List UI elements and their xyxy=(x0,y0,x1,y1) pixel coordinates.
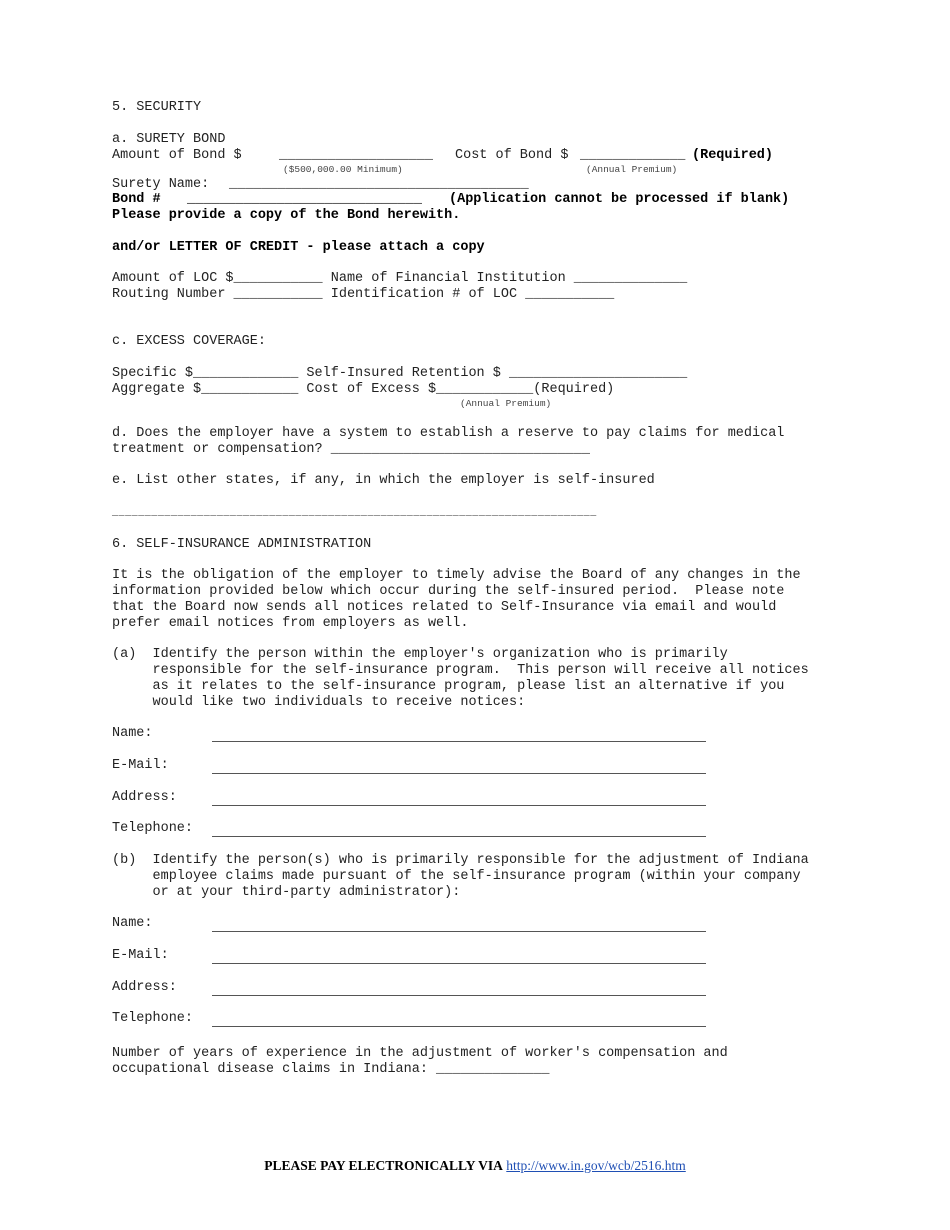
footer xyxy=(0,1158,950,1174)
b-telephone-field[interactable] xyxy=(212,1012,706,1027)
footer-pay-text: PLEASE PAY ELECTRONICALLY VIA xyxy=(264,1158,503,1173)
a-telephone-label: Telephone: xyxy=(112,821,194,836)
bond-number-field[interactable]: _____________________________ xyxy=(187,192,422,207)
item-a-line-2: responsible for the self-insurance program. This person will receive all notices xyxy=(112,663,809,678)
bond-blank-warning: (Application cannot be processed if blank) xyxy=(449,192,790,207)
intro-line-2: information provided below which occur during the self-insured period. Please note xyxy=(112,584,785,599)
a-address-field[interactable] xyxy=(212,791,706,806)
a-name-field[interactable] xyxy=(212,727,706,742)
b-email-field[interactable] xyxy=(212,949,706,964)
b-name-label: Name: xyxy=(112,916,153,931)
annual-premium-note: (Annual Premium) xyxy=(586,164,678,175)
item-a-line-1: (a) Identify the person within the employer's organization who is primarily xyxy=(112,647,728,662)
section-5-heading: 5. SECURITY xyxy=(112,100,202,115)
excess-coverage-heading: c. EXCESS COVERAGE: xyxy=(112,334,266,349)
a-name-label: Name: xyxy=(112,726,153,741)
amount-of-bond-label: Amount of Bond $ xyxy=(112,148,242,163)
question-d-line-1: d. Does the employer have a system to establish a reserve to pay claims for medical xyxy=(112,426,785,441)
excess-annual-premium-note: (Annual Premium) xyxy=(460,398,552,409)
item-b-line-1: (b) Identify the person(s) who is primarily responsible for the adjustment of Indiana xyxy=(112,853,809,868)
footer-payment-link[interactable]: http://www.in.gov/wcb/2516.htm xyxy=(506,1158,686,1173)
cost-of-bond-field[interactable]: _____________ xyxy=(580,148,686,163)
item-b-line-2: employee claims made pursuant of the self-insurance program (within your company xyxy=(112,869,801,884)
bond-copy-instruction: Please provide a copy of the Bond herewith. xyxy=(112,208,461,223)
bond-number-label: Bond # xyxy=(112,192,161,207)
surety-bond-heading: a. SURETY BOND xyxy=(112,132,226,147)
b-address-field[interactable] xyxy=(212,981,706,996)
minimum-note: ($500,000.00 Minimum) xyxy=(283,164,403,175)
loc-line-2: Routing Number ___________ Identification # of LOC ___________ xyxy=(112,287,615,302)
intro-line-1: It is the obligation of the employer to timely advise the Board of any changes in the xyxy=(112,568,801,583)
a-email-label: E-Mail: xyxy=(112,758,169,773)
question-e-field[interactable]: __________________________________________________________________________ xyxy=(112,508,597,519)
years-experience-line-1: Number of years of experience in the adjustment of worker's compensation and xyxy=(112,1046,728,1061)
section-6-heading: 6. SELF-INSURANCE ADMINISTRATION xyxy=(112,537,372,552)
cost-of-bond-label: Cost of Bond $ xyxy=(455,148,569,163)
b-email-label: E-Mail: xyxy=(112,948,169,963)
amount-of-bond-field[interactable]: ___________________ xyxy=(279,148,433,163)
item-a-line-4: would like two individuals to receive notices: xyxy=(112,695,526,710)
excess-line-2: Aggregate $____________ Cost of Excess $____________(Required) xyxy=(112,382,615,397)
b-address-label: Address: xyxy=(112,980,177,995)
a-address-label: Address: xyxy=(112,790,177,805)
cost-required-note: (Required) xyxy=(692,148,774,163)
a-email-field[interactable] xyxy=(212,759,706,774)
years-experience-line-2: occupational disease claims in Indiana: ______________ xyxy=(112,1062,550,1077)
question-e: e. List other states, if any, in which the employer is self-insured xyxy=(112,473,655,488)
question-d-line-2: treatment or compensation? ________________________________ xyxy=(112,442,590,457)
intro-line-4: prefer email notices from employers as well. xyxy=(112,616,469,631)
loc-line-1: Amount of LOC $___________ Name of Financial Institution ______________ xyxy=(112,271,688,286)
a-telephone-field[interactable] xyxy=(212,822,706,837)
item-a-line-3: as it relates to the self-insurance program, please list an alternative if you xyxy=(112,679,785,694)
intro-line-3: that the Board now sends all notices related to Self-Insurance via email and would xyxy=(112,600,777,615)
b-telephone-label: Telephone: xyxy=(112,1011,194,1026)
excess-line-1: Specific $_____________ Self-Insured Retention $ ______________________ xyxy=(112,366,688,381)
surety-name-label: Surety Name: xyxy=(112,177,210,192)
item-b-line-3: or at your third-party administrator): xyxy=(112,885,461,900)
surety-name-field[interactable]: _____________________________________ xyxy=(229,177,529,192)
loc-heading: and/or LETTER OF CREDIT - please attach a copy xyxy=(112,240,485,255)
b-name-field[interactable] xyxy=(212,917,706,932)
